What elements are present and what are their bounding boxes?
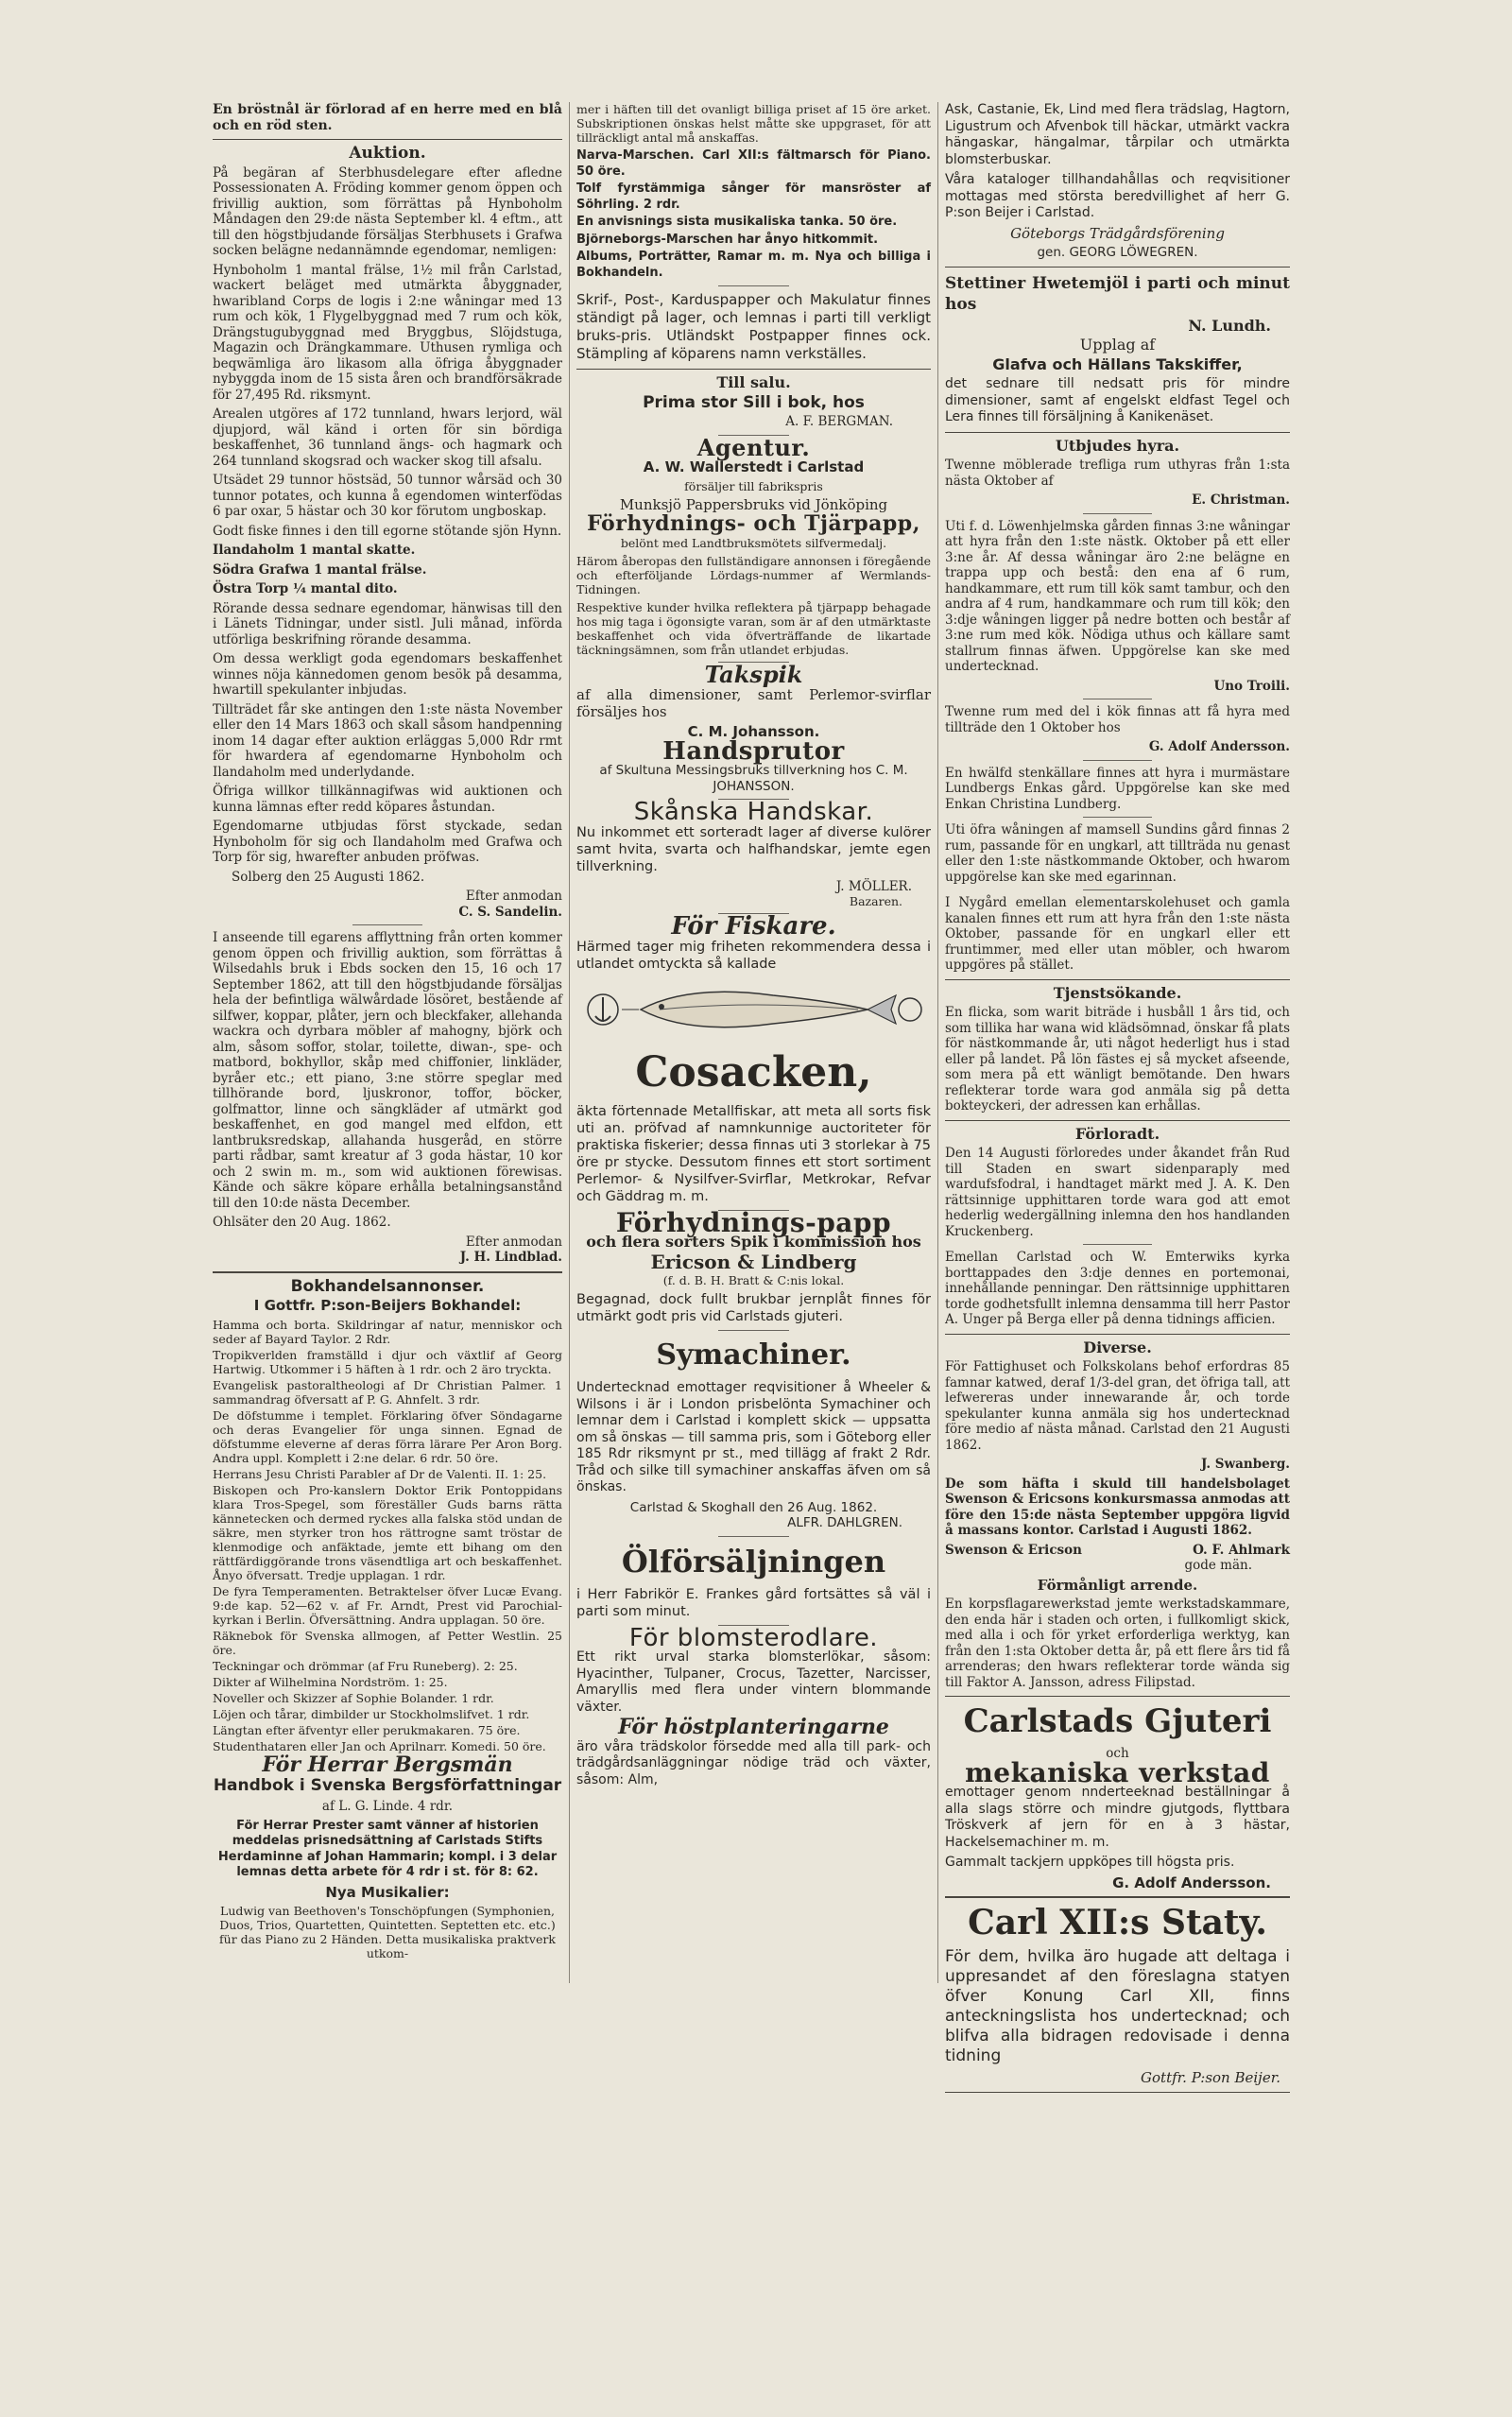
divider [945,267,1290,268]
divider [576,369,931,370]
auction-text: Tillträdet får ske antingen den 1:ste nästa November eller den 14 Mars 1863 och skall såsom handpenning inom 14 dagar efter auktion erläggas 5,000 Rdr rmt för hwardera af egendomarne Hynboholm och Ilandaholm med underlydande. [213,701,562,780]
cosacken-text: äkta förtennade Metallfiskar, att meta all sorts fisk uti an. pröfvad af namnkunnige auctoriteter för praktiska fiskerier; dessa finnas uti 3 storlekar à 75 öre pr stycke. Dessutom finnes ett stort sortiment Perlemor- & Nysilfver-Svirflar, Metkrokar, Refvar och Gäddrag m. m. [576,1103,931,1204]
lost-notice: En bröstnål är förlorad af en herre med en blå och en röd sten. [213,102,562,133]
diverse-title: Diverse. [1083,1338,1152,1356]
auction-text: Öfriga willkor tillkännagifwas wid auktionen och kunna lämnas efter redd köpares åstundan. [213,784,562,815]
trad-text: Våra kataloger tillhandahållas och reqvisitioner mottagas med största beredvillighet af herr G. P:son Beijer i Carlstad. [945,172,1290,220]
staty-text: För dem, hvilka äro hugade att deltaga i uppresandet af den föreslagna statyen öfver Konung Carl XII, finns anteckningslista hos undertecknad; och blifva alla bidragen redovisade i denna tidning [945,1947,1290,2065]
book-entry: Noveller och Skizzer af Sophie Bolander. 1 rdr. [213,1690,494,1705]
book-entry: Teckningar och drömmar (af Fru Runeberg). 2: 25. [213,1658,518,1673]
mekaniska-title: mekaniska verkstad [965,1756,1270,1788]
fiskare-text: Härmed tager mig friheten rekommendera dessa i utlandet omtyckta så kallade [576,939,931,972]
diverse-text: För Fattighuset och Folkskolans behof erfordras 85 famnar katwed, deraf 1/3-del gran, det öfriga tall, att lefwereras under innewarande år, och torde spekulanter kunna anmäla sig hos undertecknad före medio af nästa månad. Carlstad den 21 Augusti 1862. [945,1359,1290,1453]
handsprutor-title: Handsprutor [662,736,845,766]
skanska-sub: Bazaren. [849,894,902,908]
bergsman-author: af L. G. Linde. 4 rdr. [321,1799,454,1814]
diverse-signatures [945,1543,1290,1559]
book-entry: Biskopen och Pro-kanslern Doktor Erik Pontoppidans klara Tros-Spegel, som föreställer Guds barns rätta kännetecken och dermed ryckes alla falska stöd undan de säkre, men styrker tron hos rättrogne samt tröstar de klenmodige och anfäktade, jemte ett bihang om den rättfärdiggörande trons väsendtliga art och beskaffenhet. Ånyo öfversatt. Tredje upplagan. 1 rdr. [213,1482,562,1582]
bookshop-title: Bokhandelsannonser. [290,1276,485,1296]
diverse-text: De som häfta i skuld till handelsbolaget Swenson & Ericsons konkursmassa anmodas att före den 15:de nästa September uppgöra ligvid å massans kontor. Carlstad i Augusti 1862. [945,1476,1290,1538]
divider [945,1120,1290,1121]
divider [1083,817,1152,818]
book-entry: Dikter af Wilhelmina Nordström. 1: 25. [213,1674,448,1689]
divider [718,1536,789,1537]
olforsaljning-text: i Herr Fabrikör E. Frankes gård fortsättes så väl i parti som minut. [576,1586,931,1619]
auction-text: I anseende till egarens afflyttning från orten kommer genom öppen och frivillig auktion, som förrättas å Wilsedahls bruk i Ebds socken den 15, 16 och 17 September 1862, att till den högstbjudande försäljas hela der befintliga wälwårdade lösöret, bestående af silfwer, koppar, plåter, jern och bleckfaker, allehanda wackra och dyrbara möbler af mahogny, björk och alm, såsom soffor, stolar, toilette, diwan-, spe- och matbord, bokhyllor, skåp med chiffonier, linkläder, byråer etc.; ett piano, 3:ne större speglar med tillhörande bord, ljuskronor, toffor, böcker, golfmattor, linne och sängkläder af utmärkt god beskaffenhet, en god mangel med elfdon, ett lantbruksredskap, allahanda husgeråd, en större parti rådbar, samt kreatur af 3 goda hästar, 10 kor och 2 swin m. m., som wid auktionen förewisas. Kände och säkre köpare erhålla betalningsanstånd till den 10:de nästa December. [213,930,562,1211]
property-item: Östra Torp ¼ mantal dito. [213,581,398,596]
newspaper-sheet [213,102,1290,2086]
diverse-name: J. Swanberg. [1201,1457,1290,1472]
forlorad-text: Den 14 Augusti förloredes under åkandet från Rud till Staden en swart sidenparaply med wardufsfodral, i handtaget märkt med J. A. K. Den rättsinnige upphittaren torde wara god att emot hederlig wedergällning inlemna den hos handlanden Kruckenberg. [945,1146,1290,1239]
glafva-title: Glafva och Hällans Takskiffer, [992,354,1243,373]
skanska-title: Skånska Handskar. [633,798,874,826]
music-entry: Narva-Marschen. Carl XII:s fältmarsch för Piano. 50 öre. [576,148,931,179]
gjuteri-text: emottager genom nnderteeknad beställningar å alla slags större och mindre gjutgods, flyttbara Tröskverk af jern för en à 3 hästar, Hackelsemachiner m. m. [945,1785,1290,1850]
auction-text: Egendomarne utbjudas först styckade, sedan Hynboholm för sig och Ilandaholm med Grafwa och Torp för sig, hwarefter anbuden pröfwas. [213,819,562,865]
gjuteri-name: G. Adolf Andersson. [1112,1873,1271,1891]
symachiner-text: Undertecknad emottager reqvisitioner å Wheeler & Wilsons i är i London prisbelönta Symachiner och lemnar dem i Carlstad i komplett skick — uppsatta om så önskas — till samma pris, som i Göteborg eller 185 Rdr riksmynt pr st., med tillägg af frakt 2 Rdr. Tråd och silke till symachiner anskaffas äfven om så önskas. [576,1380,931,1494]
handsprutor-text: af Skultuna Messingsbruks tillverkning hos C. M. JOHANSSON. [599,763,908,794]
divider [352,924,422,925]
utbjudes-text: Twenne rum med del i kök finnas att få hyra med tillträde den 1 Oktober hos [945,704,1290,735]
gjuteri-och: och [1106,1746,1129,1761]
music-entry: Tolf fyrstämmiga sånger för mansröster af Söhrling. 2 rdr. [576,181,931,212]
goteborg-gen: gen. GEORG LÖWEGREN. [1037,245,1198,260]
divider [1083,1244,1152,1245]
music-entry: Björneborgs-Marschen har ånyo hitkommit. [576,232,879,247]
utbjudes-title: Utbjudes hyra. [1055,436,1180,455]
auction-title: Auktion. [349,144,426,163]
auction-text: Hynboholm 1 mantal frälse, 1½ mil från Carlstad, wackert beläget med utmärkta åbyggnader, hwaribland Corps de logis i 2:ne wåningar med 13 rum och kök, 1 Flygelbyggnad med 7 rum och kök, Drängstugubyggnad med Bryggbus, Slöjdstuga, Magazin och Drängkammare. Uthusen rymliga och beqwämliga äro likasom alla öfriga åbyggnader nybyggda inom de 15 sista åren och brandförsäkrade för 27,495 Rd. riksmynt. [213,262,562,403]
auction-signature: Efter anmodan [465,1234,562,1250]
utbjudes-text: Twenne möblerade trefliga rum uthyras från 1:sta nästa Oktober af [945,458,1290,489]
utbjudes-name: Uno Troili. [1213,678,1290,694]
book-entry: Studenthataren eller Jan och Aprilnarr. Komedi. 50 öre. [213,1738,546,1753]
utbjudes-text: Uti öfra wåningen af mamsell Sundins gård finnas 2 rum, passande för en ungkarl, att tillträda nu genast eller den 1:ste nästkommande Oktober, och hwarom uppgörelse kan ske med egarinnan. [945,822,1290,885]
divider [1083,760,1152,761]
prester-notice: För Herrar Prester samt vänner af historien meddelas prisnedsättning af Carlstads Stifts Herdaminne af Johan Hammarin; kompl. i 3 delar lemnas detta arbete för 4 rdr i st. för 8: 62. [217,1818,558,1879]
symachiner-title: Symachiner. [656,1338,851,1372]
bergsman-book: Handbok i Svenska Bergsförfattningar [213,1776,562,1795]
divider [1083,513,1152,514]
stettiner-seller: N. Lundh. [1188,316,1271,335]
takspik-text: af alla dimensioner, samt Perlemor-svirflar försäljes hos [576,686,931,720]
divider [718,285,789,286]
book-list [213,1318,562,1753]
skanska-seller: J. MÖLLER. [835,878,912,894]
property-item: Södra Grafwa 1 mantal frälse. [213,561,427,578]
utbjudes-text: I Nygård emellan elementarskolehuset och gamla kanalen finnes ett rum att hyra från den 1:ste nästa Oktober, passande för en ungkarl eller ett fruntimmer, med eller utan möbler, och hwarom uppgöres på stället. [945,895,1290,973]
auction-text: Arealen utgöres af 172 tunnland, hwars lerjord, wäl djupjord, wäl känd i orten för sin bördiga beskaffenhet, 36 tunnland ängs- och hagmark och 264 tunnland skogsrad och wacker skog till afsalu. [213,406,562,469]
arrende-text: En korpsflagarewerkstad jemte werkstadskammare, den enda här i staden och orten, i fullkomligt skick, med alla i och för yrket erforderliga werktyg, kan från den 1:sta Oktober detta år, på ett flere års tid få arrenderas; den hwars reflekterar torde wända sig till Faktor A. Jansson, adress Filipstad. [945,1597,1290,1690]
agent-sub: försäljer till fabrikspris [684,478,823,493]
book-entry: De döfstumme i templet. Förklaring öfver Söndagarne och deras Evangelier för unga sinnen. Egnad de döfstumme eleverne af deras förra lärare Per Aron Borg. Andra uppl. Komplett i 2:ne delar. 6 rdr. 50 öre. [213,1407,562,1465]
arrende-title: Förmånligt arrende. [1037,1576,1198,1594]
skanska-text: Nu inkommet ett sorteradt lager af diverse kulörer samt hvita, svarta och halfhandskar, jemte egen tillverkning. [576,824,931,874]
staty-name: Gottfr. P:son Beijer. [1141,2069,1280,2086]
auction-text: På begäran af Sterbhusdelegare efter afledne Possessionaten A. Fröding kommer genom öppen och frivillig auktion, som förrättas på Hynboholm Måndagen den 29:de nästa September kl. 4 eftm., att till den högstbjudande försäljas Sterbhusets i Grafwa socken belägne nedannämnde egendomar, nemligen: [213,164,562,258]
column-divider [937,102,938,1983]
divider [945,1896,1290,1898]
forlorad-title: Förloradt. [1074,1124,1160,1143]
auction-signature-name: C. S. Sandelin. [458,904,562,920]
column-1 [213,102,562,1964]
diverse-name: Swenson & Ericson [945,1542,1082,1558]
upplag: Upplag af [1079,336,1156,354]
utbjudes-text: Uti f. d. Löwenhjelmska gården finnas 3:ne wåningar att hyra från den 1:ste nästk. Oktober på ett eller 3:ne år. Af dessa wåningar äro 2:ne belägne en trappa upp och bestå: den ena af 6 rum, handkammare, ett rum till kök samt tambur, och den andra af 4 rum, handkammare och rum till kök; den 3:dje wåningen ligger på nedre botten och består af 3:ne rum med kök. Nödiga uthus och källare samt stallrum finnas äfwen. Uppgörelse kan ske med undertecknad. [945,518,1290,674]
book-entry: Tropikverlden framställd i djur och växtlif af Georg Hartwig. Utkommer i 5 häften à 1 rdr. och 2 äro tryckta. [213,1347,562,1376]
albums-notice: Albums, Porträtter, Ramar m. m. Nya och billiga i Bokhandeln. [576,250,931,280]
divider [718,1330,789,1331]
diverse-name: O. F. Ahlmark [1193,1542,1290,1558]
agent-text: Respektive kunder hvilka reflektera på tjärpapp behagade hos mig taga i ögonsigte varan, som är af den utmärktaste beskaffenhet och vida öfverträffande de likartade täckningsämnen, som från utlandet erbjudas. [576,599,931,657]
hostplantering-text: äro våra trädskolor försedde med alla till park- och trädgårdsanläggningar nödige träd och växter, såsom: Alm, [576,1738,931,1787]
divider [1083,889,1152,890]
auction-date: Ohlsäter den 20 Aug. 1862. [213,1215,391,1230]
blomster-text: Ett rikt urval starka blomsterlökar, såsom: Hyacinther, Tulpaner, Crocus, Tazetter, Narcisser, Amaryllis med flera under vintern blommande växter. [576,1649,931,1715]
forhydnings-title: Förhydnings- och Tjärpapp, [587,511,920,536]
ericson-sub: (f. d. B. H. Bratt & C:nis lokal. [662,1273,845,1287]
property-item: Ilandaholm 1 mantal skatte. [213,543,416,558]
sill-seller: A. F. BERGMAN. [785,414,893,429]
hostplantering-title: För höstplanteringarne [618,1715,889,1739]
goteborg-forening: Göteborgs Trädgårdsförening [1010,224,1225,242]
book-entry: Evangelisk pastoraltheologi af Dr Christian Palmer. 1 sammandrag öfversatt af P. G. Ahnfelt. 3 rdr. [213,1377,562,1407]
munksjo: Munksjö Pappersbruks vid Jönköping [619,495,888,513]
music-text: Ludwig van Beethoven's Tonschöpfungen (Symphonien, Duos, Trios, Quartetten, Quintetten. Septetten etc. etc.) für das Piano zu 2 Händen. Detta musikaliska praktverk utkom- [219,1904,556,1960]
olforsaljning-title: Ölförsäljningen [621,1543,886,1580]
auction-text: Rörande dessa sednare egendomar, hänwisas till den i Länets Tidningar, under sistl. Juli månad, införda utförliga beskrifning rörande desamma. [213,600,562,647]
symachiner-name: ALFR. DAHLGREN. [787,1515,902,1530]
column-3 [945,102,1290,2098]
bergsman-title: För Herrar Bergsmän [262,1752,513,1777]
staty-title: Carl XII:s Staty. [968,1903,1267,1942]
book-entry: Räknebok för Svenska allmogen, af Petter Westlin. 25 öre. [213,1628,562,1657]
fiskare-title: För Fiskare. [671,912,836,941]
book-entry: Längtan efter äfventyr eller perukmakaren. 75 öre. [213,1722,521,1737]
ericson-lindberg: Ericson & Lindberg [650,1250,857,1273]
music-entry: En anvisnings sista musikaliska tanka. 50 öre. [576,215,898,229]
fish-lure-illustration [584,976,924,1043]
jernplat-notice: Begagnad, dock fullt brukbar jernplåt finnes för utmärkt godt pris vid Carlstads gjuteri. [576,1292,931,1324]
utbjudes-name: E. Christman. [1192,492,1290,508]
divider [945,2092,1290,2093]
symachiner-date: Carlstad & Skoghall den 26 Aug. 1862. [629,1499,878,1515]
paper-notice: Skrif-, Post-, Karduspapper och Makulatur finnes ständigt på lager, och lemnas i parti till verkligt bruks-pris. Utländskt Postpapper finnes ock. Stämpling af köparens namn verkställes. [576,291,931,362]
agent-name: A. W. Wallerstedt i Carlstad [643,458,865,475]
column-2 [576,102,931,1792]
utbjudes-text: En hwälfd stenkällare finnes att hyra i murmästare Lundbergs Enkas gård. Uppgörelse kan ske med Enkan Christina Lundberg. [945,765,1290,812]
belont: belönt med Landtbruksmötets silfvermedalj. [620,535,887,550]
sill-notice: Prima stor Sill i bok, hos [643,392,865,412]
auction-text: Godt fiske finnes i den till egorne stötande sjön Hynn. [213,523,562,539]
auction-signature: Efter anmodan [465,889,562,904]
divider [213,1271,562,1273]
music-text: mer i häften till det ovanligt billiga priset af 15 öre arket. Subskriptionen önskas helst måtte ske uppgraset, för att tillräckligt antal må anskaffas. [576,102,931,145]
book-entry: Hamma och borta. Skildringar af natur, menniskor och seder af Bayard Taylor. 2 Rdr. [213,1317,562,1346]
divider [945,979,1290,980]
book-entry: Löjen och tårar, dimbilder ur Stockholmslifvet. 1 rdr. [213,1706,530,1721]
divider [945,1696,1290,1697]
divider [945,432,1290,433]
forhydnings-papp-title: Förhydnings-papp [615,1206,892,1238]
takspik-title: Takspik [704,660,803,688]
auction-text: Om dessa werkligt goda egendomars beskaffenhet winnes nöja kännedomen genom besök på desamma, hwartill spekulanter inbjudas. [213,651,562,698]
forlorad-text: Emellan Carlstad och W. Emterwiks kyrka borttappades den 3:dje dennes en portemonai, innehållande penningar. Den rättsinnige upphittaren torde godhetsfullt inlemna densamma till herr Pastor A. Unger på Berga eller på denna tidnings afficien. [945,1250,1290,1327]
music-title: Nya Musikalier: [325,1883,450,1901]
forhydnings-papp-text: och flera sorters Spik i kommission hos [586,1233,921,1251]
auction-text: Utsädet 29 tunnor höstsäd, 50 tunnor wårsäd och 30 tunnor potates, och kunna å egendomen winterfödas 6 par oxar, 5 hästar och 30 kor förutom ungboskap. [213,473,562,519]
gjuteri-text: Gammalt tackjern uppköpes till högsta pris. [945,1855,1235,1870]
gjuteri-title: Carlstads Gjuteri [963,1702,1272,1740]
stettiner-notice: Stettiner Hwetemjöl i parti och minut hos [945,273,1290,314]
agentur-title: Agentur. [696,433,811,461]
till-salu-title: Till salu. [716,373,791,391]
auction-signature-name: J. H. Lindblad. [459,1250,562,1265]
blomster-title: För blomsterodlare. [628,1623,879,1652]
divider [945,1334,1290,1335]
trad-text: Ask, Castanie, Ek, Lind med flera trädslag, Hagtorn, Ligustrum och Afvenbok till häckar, utmärkt vackra hängaskar, hängalmar, tårpilar och utmärkta blomsterbuskar. [945,102,1290,167]
glafva-text: det sednare till nedsatt pris för mindre dimensioner, samt af engelskt eldfast Tegel och Lera finnes till försäljning å Kanikenäset. [945,376,1290,424]
column-divider [569,102,570,1983]
tjenst-title: Tjenstsökande. [1053,983,1182,1002]
diverse-sub: gode män. [1184,1558,1252,1573]
tjenst-text: En flicka, som warit biträde i husbåll 1 års tid, och som tillika har wana wid klädsömnad, önskar få plats för nästkommande år, uti något hederligt hus i stad eller på landet. På lön fästes ej så mycket afseende, som mera på ett wänligt bemötande. Den hwars reflekterar torde wara god anmäla sig på detta bokteyckeri, der adressen kan erhållas. [945,1005,1290,1114]
cosacken-title: Cosacken, [635,1047,872,1096]
auction-date: Solberg den 25 Augusti 1862. [232,869,425,885]
utbjudes-name: G. Adolf Andersson. [1148,739,1290,754]
agent-text: Härom åberopas den fullständigare annonsen i föregående och efterföljande Lördags-nummer af Wermlands-Tidningen. [576,553,931,596]
book-entry: Herrans Jesu Christi Parabler af Dr de Valenti. II. 1: 25. [213,1466,547,1481]
book-entry: De fyra Temperamenten. Betraktelser öfver Lucæ Evang. 9:de kap. 52—62 v. af Fr. Arndt, Prest vid Parochial-kyrkan i Berlin. Öfversättning. Andra upplagan. 50 öre. [213,1583,562,1627]
divider [213,139,562,140]
takspik-seller: C. M. Johansson. [687,723,820,740]
bookshop-subtitle: I Gottfr. P:son-Beijers Bokhandel: [253,1297,522,1314]
